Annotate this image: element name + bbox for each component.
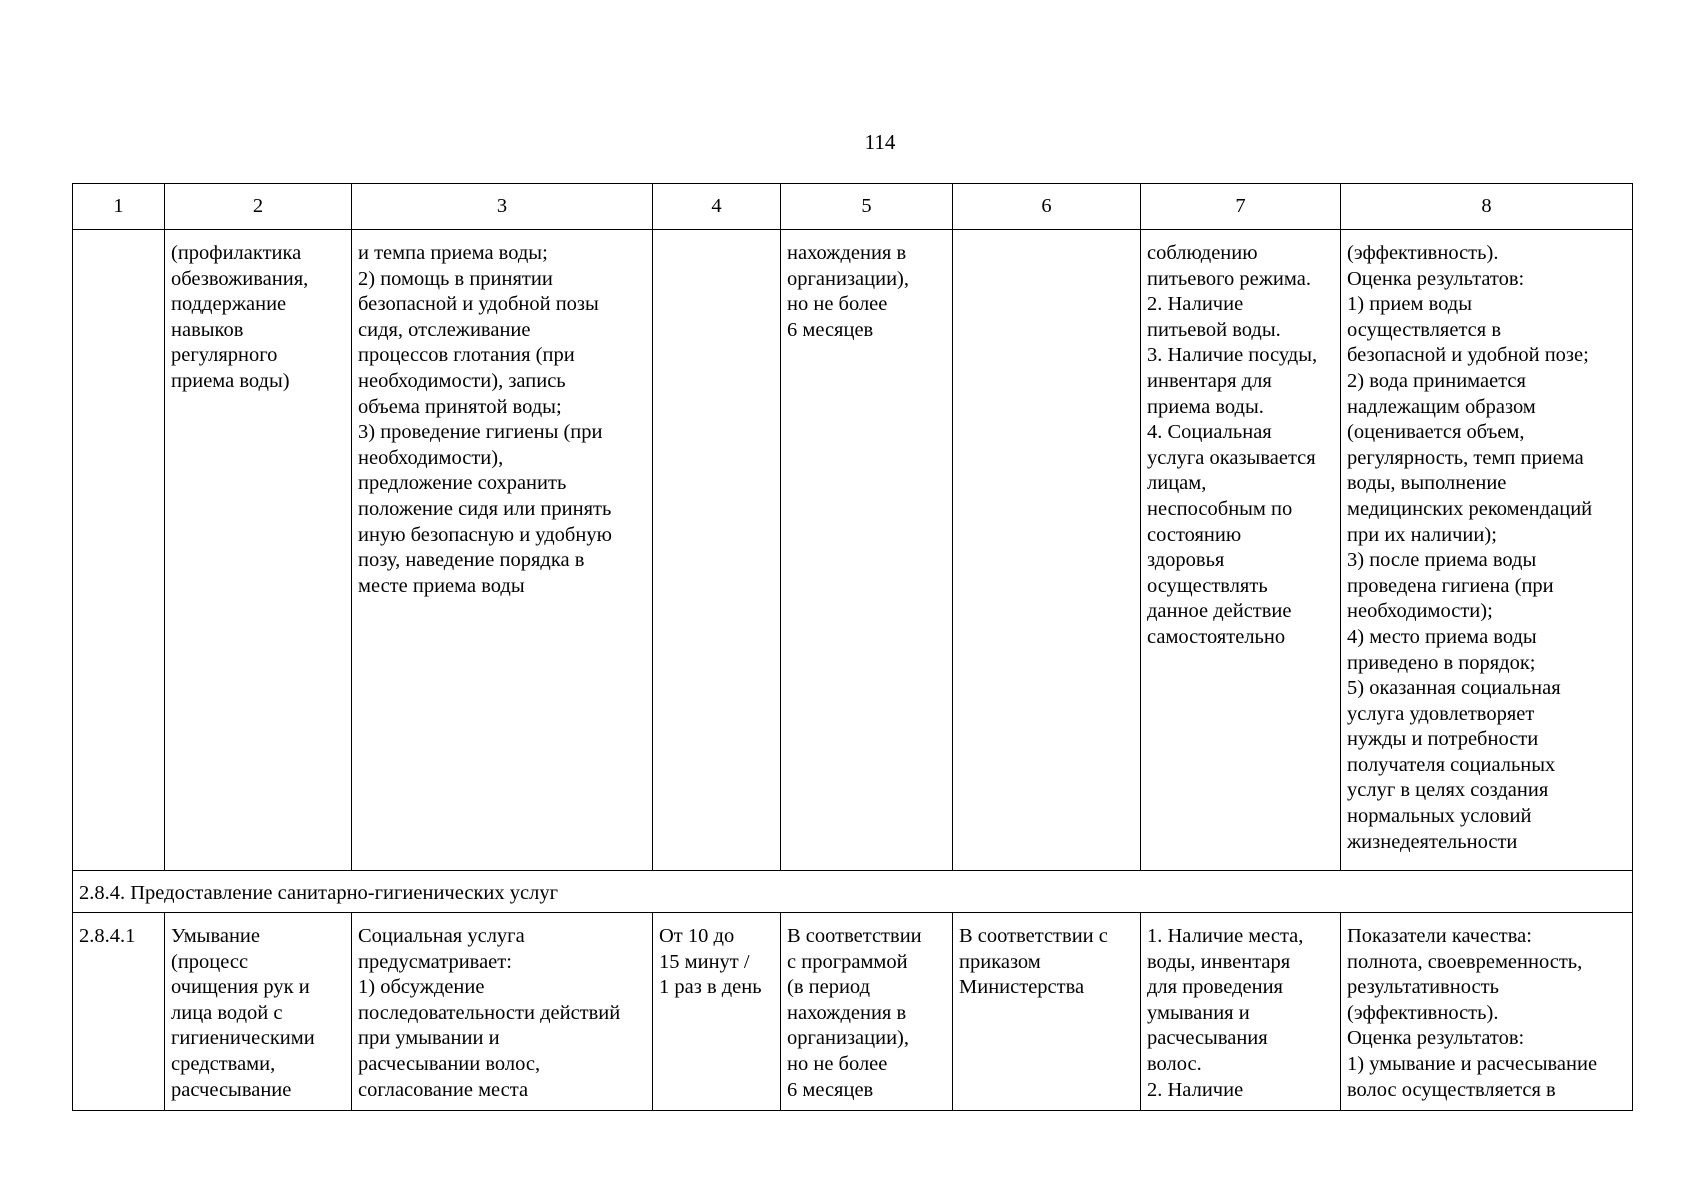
column-header: 5	[781, 184, 953, 230]
section-heading: 2.8.4. Предоставление санитарно-гигиенических услуг	[73, 871, 1633, 913]
table-cell: (профилактика обезвоживания, поддержание навыков регулярного приема воды)	[165, 230, 352, 871]
column-header: 8	[1341, 184, 1633, 230]
column-header: 4	[653, 184, 781, 230]
column-header: 1	[73, 184, 165, 230]
section-row	[73, 871, 1633, 913]
table-cell	[653, 230, 781, 871]
table-cell: нахождения в организации), но не более 6 месяцев	[781, 230, 953, 871]
table-cell: (эффективность). Оценка результатов: 1) прием воды осуществляется в безопасной и удобной позе; 2) вода принимается надлежащим образом (оценивается объем, регулярность, темп приема воды, выполнение медицинских рекомендаций при их наличии); 3) после приема воды проведена гигиена (при необходимости); 4) место приема воды приведено в порядок; 5) оказанная социальная услуга удовлетворяет нужды и потребности получателя социальных услуг в целях создания нормальных условий жизнедеятельности	[1341, 230, 1633, 871]
service-conditions: 1. Наличие места, воды, инвентаря для проведения умывания и расчесывания волос. 2. Наличие	[1141, 913, 1341, 1111]
page-number: 114	[864, 130, 896, 154]
service-term: В соответствии с программой (в период нахождения в организации), но не более 6 месяцев	[781, 913, 953, 1111]
table-cell	[73, 230, 165, 871]
services-table	[72, 183, 1633, 1111]
column-header-row	[73, 184, 1633, 230]
table-cell: соблюдению питьевого режима. 2. Наличие питьевой воды. 3. Наличие посуды, инвентаря для приема воды. 4. Социальная услуга оказывается лицам, неспособным по состоянию здоровья осуществлять данное действие самостоятельно	[1141, 230, 1341, 871]
service-duration: От 10 до 15 минут / 1 раз в день	[653, 913, 781, 1111]
column-header: 6	[953, 184, 1141, 230]
table-cell	[953, 230, 1141, 871]
table-row	[73, 913, 1633, 1111]
column-header: 7	[1141, 184, 1341, 230]
column-header: 3	[352, 184, 653, 230]
service-tariff: В соответствии с приказом Министерства	[953, 913, 1141, 1111]
service-number: 2.8.4.1	[73, 913, 165, 1111]
column-header: 2	[165, 184, 352, 230]
table-row	[73, 230, 1633, 871]
service-content: Социальная услуга предусматривает: 1) обсуждение последовательности действий при умывании и расчесывании волос, согласование места	[352, 913, 653, 1111]
table-cell: и темпа приема воды; 2) помощь в принятии безопасной и удобной позы сидя, отслеживание процессов глотания (при необходимости), запись объема принятой воды; 3) проведение гигиены (при необходимости), предложение сохранить положение сидя или принять иную безопасную и удобную позу, наведение порядка в месте приема воды	[352, 230, 653, 871]
service-name: Умывание (процесс очищения рук и лица водой с гигиеническими средствами, расчесывание	[165, 913, 352, 1111]
service-quality: Показатели качества: полнота, своевременность, результативность (эффективность). Оценка результатов: 1) умывание и расчесывание волос осуществляется в	[1341, 913, 1633, 1111]
